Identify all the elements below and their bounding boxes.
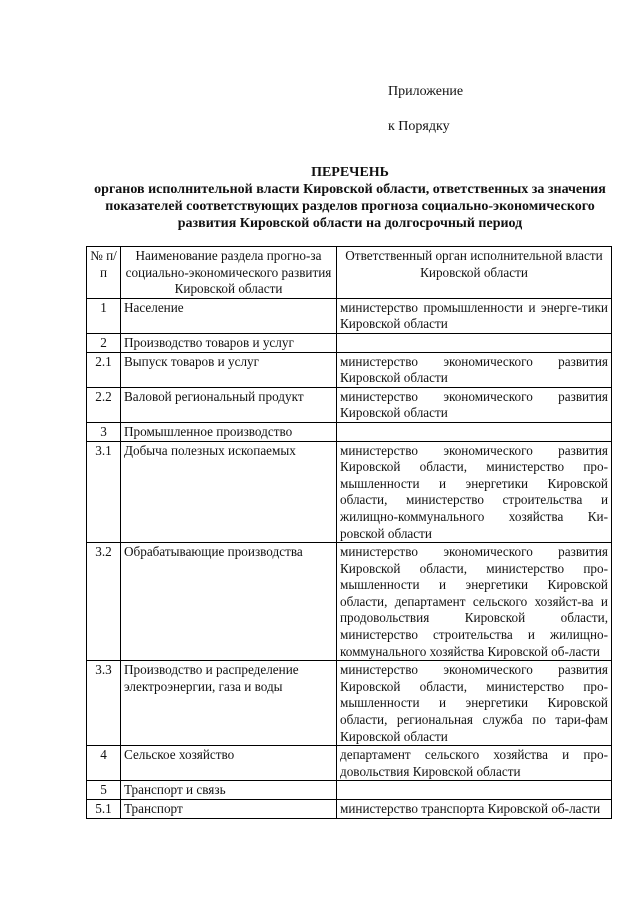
table-row: [87, 746, 612, 781]
row-section: Производство и распределение электроэнергии, газа и воды: [121, 661, 337, 746]
appendix-reference: к Порядку: [388, 119, 450, 134]
table-row: [87, 661, 612, 746]
table-row: [87, 543, 612, 661]
row-section: Промышленное производство: [121, 422, 337, 441]
table-row: [87, 352, 612, 387]
row-section: Добыча полезных ископаемых: [121, 441, 337, 543]
row-responsible-body: министерство транспорта Кировской об-ласти: [337, 800, 612, 819]
table-row: [87, 781, 612, 800]
row-section: Обрабатывающие производства: [121, 543, 337, 661]
row-section: Транспорт и связь: [121, 781, 337, 800]
header-number: № п/п: [87, 247, 121, 299]
row-responsible-body: министерство экономического развития Кировской области, министерство про-мышленности и энергетики Кировской области, департамент сельского хозяйст-ва и продовольствия Кировской области, министерство строительства и жилищно-коммунального хозяйства Кировской об-ласти: [337, 543, 612, 661]
row-responsible-body: департамент сельского хозяйства и про-довольствия Кировской области: [337, 746, 612, 781]
header-section: Наименование раздела прогно-за социально-экономического развития Кировской области: [121, 247, 337, 299]
row-section: Производство товаров и услуг: [121, 333, 337, 352]
row-responsible-body: министерство экономического развития Кировской области: [337, 387, 612, 422]
row-number: 2.1: [87, 352, 121, 387]
row-responsible-body: [337, 781, 612, 800]
table-header-row: [87, 247, 612, 299]
table-row: [87, 422, 612, 441]
row-number: 4: [87, 746, 121, 781]
row-number: 2.2: [87, 387, 121, 422]
row-number: 3.2: [87, 543, 121, 661]
table-row: [87, 298, 612, 333]
row-responsible-body: [337, 422, 612, 441]
table-body: [87, 298, 612, 818]
row-number: 3.1: [87, 441, 121, 543]
row-responsible-body: [337, 333, 612, 352]
row-responsible-body: министерство экономического развития Кировской области, министерство про-мышленности и энергетики Кировской области, региональная служба по тари-фам Кировской области: [337, 661, 612, 746]
row-number: 3.3: [87, 661, 121, 746]
row-number: 2: [87, 333, 121, 352]
row-number: 5: [87, 781, 121, 800]
table-row: [87, 387, 612, 422]
row-responsible-body: министерство промышленности и энерге-тики Кировской области: [337, 298, 612, 333]
table-row: [87, 441, 612, 543]
row-section: Сельское хозяйство: [121, 746, 337, 781]
appendix-label: Приложение: [388, 84, 464, 99]
row-section: Валовой региональный продукт: [121, 387, 337, 422]
row-number: 3: [87, 422, 121, 441]
document-subtitle: органов исполнительной власти Кировской области, ответственных за значения показателей соответствующих разделов прогноза социально-экономического развития Кировской области на долгосрочный период: [94, 182, 606, 231]
row-section: Выпуск товаров и услуг: [121, 352, 337, 387]
table-row: [87, 800, 612, 819]
row-number: 1: [87, 298, 121, 333]
row-responsible-body: министерство экономического развития Кировской области, министерство про-мышленности и энергетики Кировской области, министерство строительства и жилищно-коммунального хозяйства Ки-ровской области: [337, 441, 612, 543]
row-responsible-body: министерство экономического развития Кировской области: [337, 352, 612, 387]
table-row: [87, 333, 612, 352]
header-responsible: Ответственный орган исполнительной власти Кировской области: [337, 247, 612, 299]
row-number: 5.1: [87, 800, 121, 819]
row-section: Транспорт: [121, 800, 337, 819]
responsibility-table: [86, 246, 612, 819]
row-section: Население: [121, 298, 337, 333]
document-title: ПЕРЕЧЕНЬ: [311, 165, 389, 180]
